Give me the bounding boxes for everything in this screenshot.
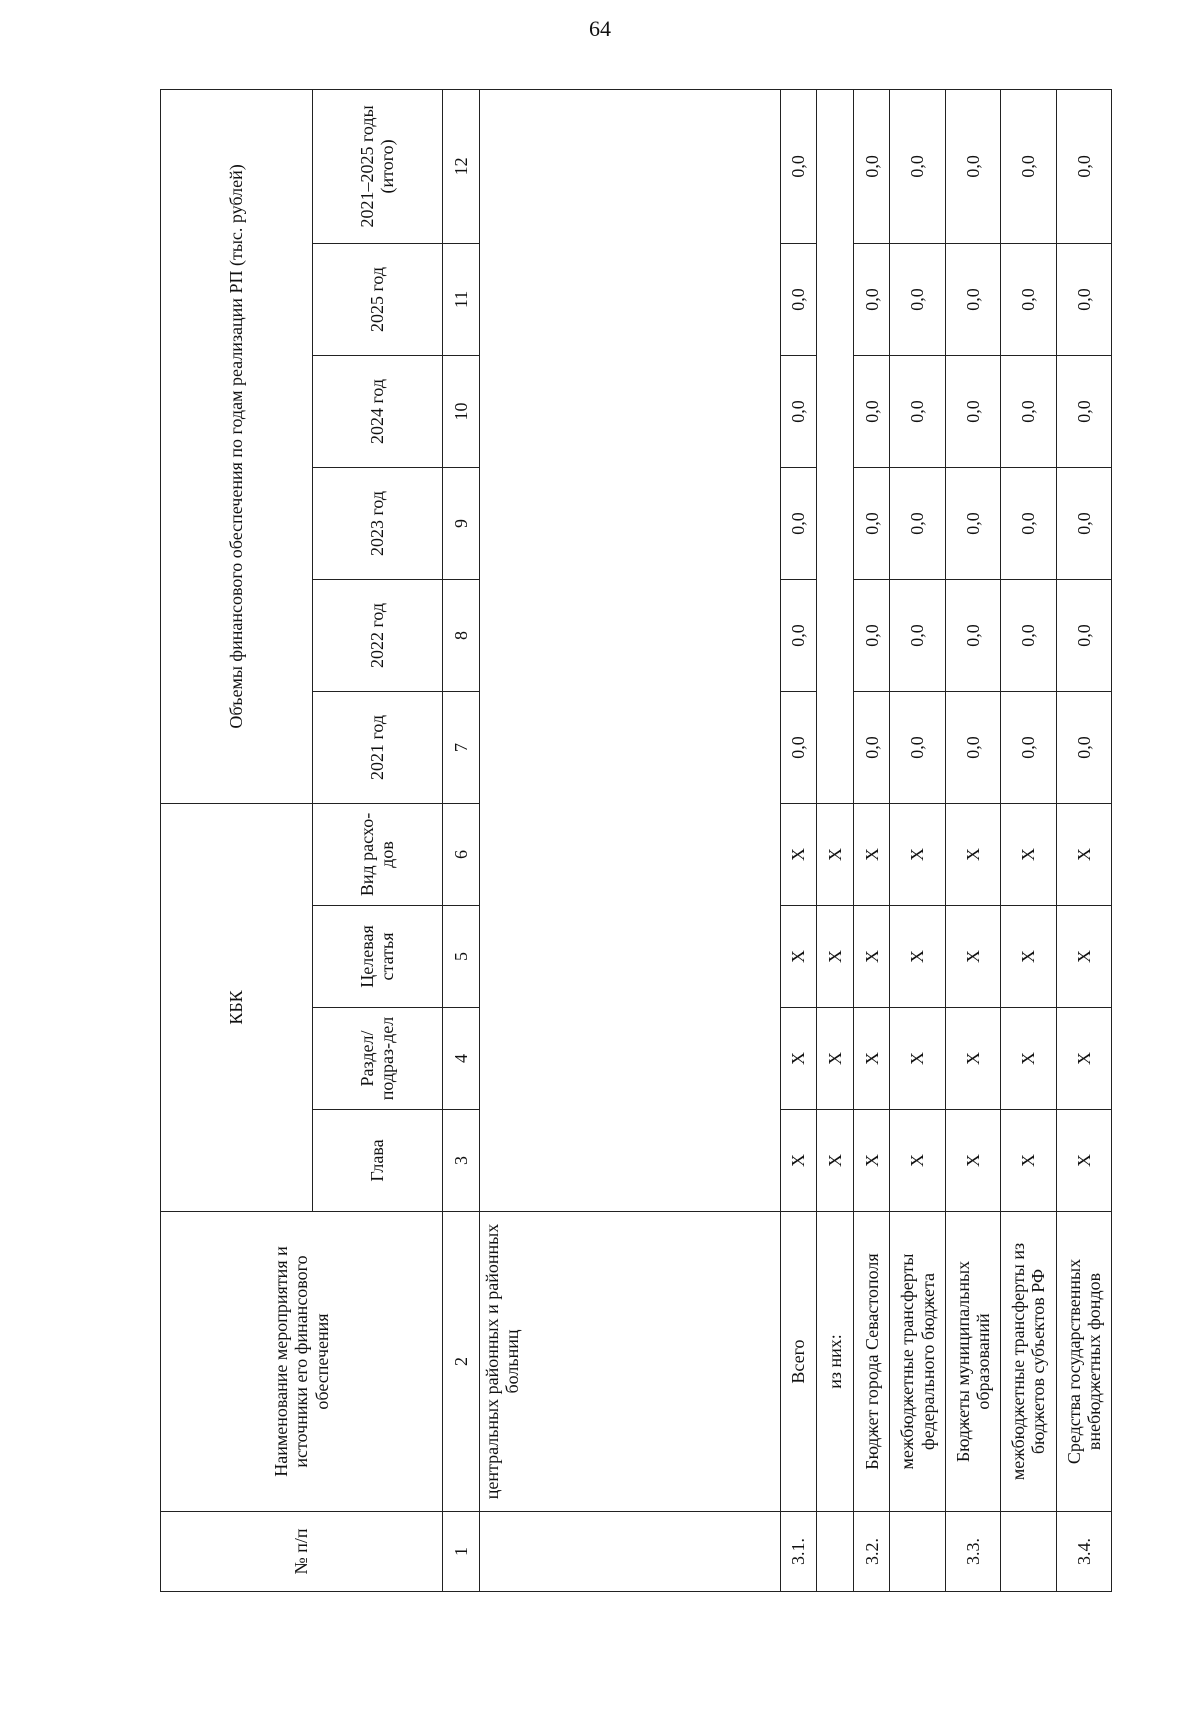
cell-glava: Х (1001, 1110, 1056, 1212)
cell-2023: 0,0 (853, 467, 890, 579)
table-row (1056, 89, 1112, 1591)
cell-2022: 0,0 (1001, 579, 1056, 691)
cell-2021: 0,0 (945, 691, 1000, 803)
column-number: 1 (443, 1512, 480, 1592)
cell-vid: Х (890, 803, 945, 905)
continuation-row (479, 89, 780, 1591)
column-number: 2 (443, 1212, 480, 1512)
table-row (817, 89, 854, 1591)
row-name: Всего (780, 1212, 817, 1512)
cell-2023: 0,0 (1001, 467, 1056, 579)
cell-razdel: Х (1001, 1008, 1056, 1110)
cell-glava: Х (1056, 1110, 1112, 1212)
table-cell (479, 89, 780, 1211)
header-razdel: Раздел/ подраз-дел (312, 1008, 443, 1110)
continuation-text: центральных районных и районных больниц (479, 1212, 780, 1512)
cell-glava: Х (780, 1110, 817, 1212)
header-2025: 2025 год (312, 243, 443, 355)
page-number: 64 (589, 16, 611, 41)
row-name: межбюджетные трансферты из бюджетов субъектов РФ (1001, 1212, 1056, 1512)
cell-total: 0,0 (945, 89, 1000, 243)
row-name: Бюджеты муниципальных образований (945, 1212, 1000, 1512)
row-name: межбюджетные трансферты федерального бюджета (890, 1212, 945, 1512)
cell-total: 0,0 (780, 89, 817, 243)
row-num: 3.4. (1056, 1512, 1112, 1592)
header-vid: Вид расхо-дов (312, 803, 443, 905)
cell-2022: 0,0 (780, 579, 817, 691)
cell-razdel: Х (853, 1008, 890, 1110)
cell-vid: Х (817, 803, 854, 905)
cell-empty (817, 89, 854, 803)
header-2023: 2023 год (312, 467, 443, 579)
cell-glava: Х (817, 1110, 854, 1212)
cell-2025: 0,0 (945, 243, 1000, 355)
column-number: 3 (443, 1110, 480, 1212)
cell-vid: Х (1001, 803, 1056, 905)
header-kbk: КБК (161, 803, 313, 1211)
cell-razdel: Х (1056, 1008, 1112, 1110)
column-number: 11 (443, 243, 480, 355)
row-num (817, 1512, 854, 1592)
cell-2025: 0,0 (1056, 243, 1112, 355)
cell-2022: 0,0 (890, 579, 945, 691)
cell-vid: Х (945, 803, 1000, 905)
cell-total: 0,0 (890, 89, 945, 243)
cell-total: 0,0 (1001, 89, 1056, 243)
table-row (890, 89, 945, 1591)
row-num (890, 1512, 945, 1592)
cell-2021: 0,0 (780, 691, 817, 803)
header-name: Наименование мероприятия и источники его финансового обеспечения (161, 1212, 443, 1512)
column-number: 5 (443, 906, 480, 1008)
column-number: 4 (443, 1008, 480, 1110)
cell-2022: 0,0 (1056, 579, 1112, 691)
header-num: № п/п (161, 1512, 443, 1592)
cell-tselevaya: Х (1056, 906, 1112, 1008)
cell-razdel: Х (817, 1008, 854, 1110)
row-num: 3.2. (853, 1512, 890, 1592)
cell-2021: 0,0 (1001, 691, 1056, 803)
cell-total: 0,0 (853, 89, 890, 243)
header-glava: Глава (312, 1110, 443, 1212)
header-2022: 2022 год (312, 579, 443, 691)
cell-2025: 0,0 (853, 243, 890, 355)
header-2021: 2021 год (312, 691, 443, 803)
cell-tselevaya: Х (890, 906, 945, 1008)
financing-table (160, 89, 1112, 1592)
header-2024: 2024 год (312, 355, 443, 467)
cell-vid: Х (1056, 803, 1112, 905)
column-number: 7 (443, 691, 480, 803)
cell-2024: 0,0 (1056, 355, 1112, 467)
column-number: 8 (443, 579, 480, 691)
cell-2024: 0,0 (890, 355, 945, 467)
row-name: Средства государственных внебюджетных фондов (1056, 1212, 1112, 1512)
column-number: 6 (443, 803, 480, 905)
cell-2021: 0,0 (853, 691, 890, 803)
cell-vid: Х (780, 803, 817, 905)
column-number: 10 (443, 355, 480, 467)
cell-2025: 0,0 (1001, 243, 1056, 355)
cell-2024: 0,0 (853, 355, 890, 467)
column-number: 9 (443, 467, 480, 579)
header-volumes: Объемы финансового обеспечения по годам реализации РП (тыс. рублей) (161, 89, 313, 803)
cell-glava: Х (945, 1110, 1000, 1212)
rotated-table-wrapper (160, 90, 1112, 1592)
table-row (780, 89, 817, 1591)
header-total: 2021–2025 годы (итого) (312, 89, 443, 243)
cell-2025: 0,0 (890, 243, 945, 355)
cell-razdel: Х (780, 1008, 817, 1110)
cell-2023: 0,0 (890, 467, 945, 579)
cell-total: 0,0 (1056, 89, 1112, 243)
cell-2023: 0,0 (1056, 467, 1112, 579)
cell-tselevaya: Х (945, 906, 1000, 1008)
column-number-row (443, 89, 480, 1591)
cell-2022: 0,0 (945, 579, 1000, 691)
cell-2021: 0,0 (1056, 691, 1112, 803)
row-num (1001, 1512, 1056, 1592)
cell-tselevaya: Х (817, 906, 854, 1008)
table-row (853, 89, 890, 1591)
cell-tselevaya: Х (780, 906, 817, 1008)
row-num: 3.3. (945, 1512, 1000, 1592)
cell-glava: Х (890, 1110, 945, 1212)
header-row-top (161, 89, 313, 1591)
row-name: из них: (817, 1212, 854, 1512)
cell-2023: 0,0 (945, 467, 1000, 579)
cell-tselevaya: Х (853, 906, 890, 1008)
table-cell (479, 1512, 780, 1592)
cell-2025: 0,0 (780, 243, 817, 355)
row-name: Бюджет города Севастополя (853, 1212, 890, 1512)
cell-2023: 0,0 (780, 467, 817, 579)
header-tselevaya: Целевая статья (312, 906, 443, 1008)
cell-2024: 0,0 (780, 355, 817, 467)
column-number: 12 (443, 89, 480, 243)
cell-razdel: Х (945, 1008, 1000, 1110)
cell-2021: 0,0 (890, 691, 945, 803)
cell-tselevaya: Х (1001, 906, 1056, 1008)
table-row (1001, 89, 1056, 1591)
cell-2022: 0,0 (853, 579, 890, 691)
cell-razdel: Х (890, 1008, 945, 1110)
cell-2024: 0,0 (1001, 355, 1056, 467)
table-row (945, 89, 1000, 1591)
cell-vid: Х (853, 803, 890, 905)
cell-2024: 0,0 (945, 355, 1000, 467)
cell-glava: Х (853, 1110, 890, 1212)
row-num: 3.1. (780, 1512, 817, 1592)
